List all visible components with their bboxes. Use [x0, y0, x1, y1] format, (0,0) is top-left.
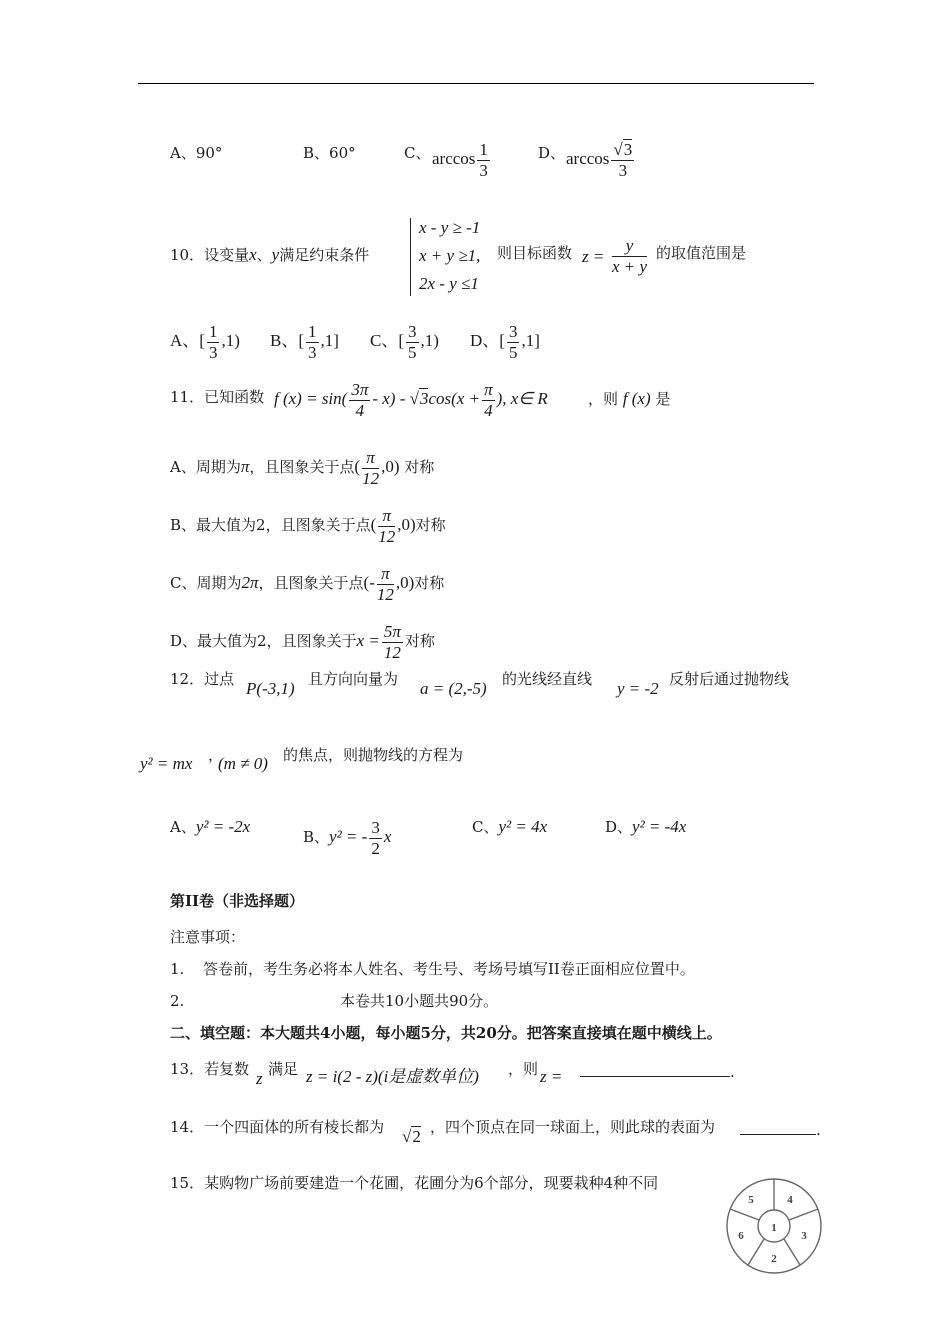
part2-title: 二、填空题：本大题共4小题，每小题5分，共20分。把答案直接填在题中横线上。: [170, 1024, 722, 1042]
sqrt-radicand: 3: [419, 388, 429, 408]
option-end: ,1): [221, 330, 240, 350]
q9-option-c-math: [432, 140, 492, 180]
q11-tail: [588, 390, 670, 407]
fraction: [612, 236, 647, 276]
fraction: [611, 140, 634, 180]
option-math: y² = -: [329, 827, 368, 847]
header-rule: [138, 83, 814, 84]
var-x: x: [249, 245, 257, 264]
q12-option-d: [605, 818, 686, 835]
numerator: 3: [371, 818, 380, 837]
denominator: 5: [408, 342, 417, 362]
option-text: D、最大值为2，且图象关于: [170, 632, 357, 651]
option-text: ，且图象关于点: [258, 574, 364, 593]
numerator: π: [362, 448, 379, 469]
fraction: [406, 322, 419, 362]
option-math: y² = 4x: [498, 817, 548, 836]
sqrt-radicand: 3: [623, 140, 633, 159]
q11-option-d: [170, 622, 435, 662]
garden-diagram: [724, 1176, 824, 1276]
q14-p2: ，四个顶点在同一球面上，则此球的表面为: [430, 1118, 716, 1136]
q13-answer-blank[interactable]: [580, 1064, 735, 1080]
q10-tail: 的取值范围是: [656, 244, 747, 262]
fraction: [382, 622, 403, 662]
denominator: 12: [383, 642, 401, 662]
numerator: π: [378, 506, 395, 527]
q12-p4: 反射后通过抛物线: [669, 670, 790, 688]
paren: ,0): [381, 457, 400, 477]
tail-text: 是: [655, 390, 671, 408]
denominator: 5: [508, 342, 518, 362]
q11-prefix: 11．已知函数: [170, 388, 265, 406]
q12-p2: 且方向向量为: [308, 670, 399, 688]
option-label: D、: [605, 818, 633, 836]
denominator: 3: [618, 160, 628, 180]
option-label: A、: [170, 818, 196, 836]
option-text: ，且图象关于点: [249, 458, 355, 477]
section2-title: 第II卷（非选择题）: [170, 892, 305, 910]
option-text: 对称: [404, 632, 435, 651]
paren: (: [370, 515, 377, 535]
option-label: B、: [303, 828, 330, 847]
fraction: [507, 322, 520, 362]
numerator: √3: [613, 140, 633, 159]
q14-p1: 14．一个四面体的所有棱长都为: [170, 1118, 385, 1136]
divider-line: [784, 1239, 800, 1265]
fraction: [362, 448, 379, 488]
fraction: [207, 322, 220, 362]
fraction: [306, 322, 319, 362]
q11-option-b: [170, 506, 446, 546]
region-3-label: 3: [801, 1230, 807, 1242]
z-equals: z =: [582, 247, 605, 266]
numerator: 3π: [351, 380, 369, 399]
numerator: 1: [208, 322, 218, 341]
denominator: 3: [308, 342, 317, 362]
q10-option-d: [470, 322, 540, 362]
func-tail: ), x∈ R: [496, 388, 548, 408]
option-text: 对称: [399, 458, 435, 477]
period: .: [730, 1063, 735, 1081]
q9-option-b: B、60°: [303, 144, 356, 162]
fraction: [369, 818, 382, 858]
q13-p1: 13．若复数: [170, 1060, 250, 1078]
option-math: x: [383, 827, 392, 847]
numerator: y: [612, 236, 647, 257]
denominator: 12: [362, 468, 380, 488]
q15-text: 15．某购物广场前要建造一个花圃，花圃分为6个部分，现要栽种4种不同: [170, 1174, 659, 1192]
note2-number: 2.: [170, 992, 185, 1010]
func-head: f (x) = sin(: [274, 388, 348, 408]
note2-text: 本卷共10小题共90分。: [340, 992, 499, 1010]
paren: ,0): [395, 573, 415, 593]
option-math: x =: [356, 631, 380, 651]
option-text: A、周期为: [170, 458, 241, 477]
sep: 、: [256, 246, 272, 264]
sqrt-radicand: 2: [412, 1127, 421, 1146]
q12-line: y = -2: [617, 679, 659, 698]
option-math: 2π: [241, 573, 259, 593]
denominator: 3: [479, 160, 488, 180]
divider-line: [730, 1209, 759, 1220]
numerator: π: [484, 380, 493, 399]
q12-p5: ，: [208, 746, 224, 764]
paren: ,0): [397, 515, 416, 535]
q12-parabola: y² = mx: [140, 754, 193, 773]
option-label: C、[: [370, 330, 404, 350]
q12-option-a: [170, 818, 250, 835]
region-6-label: 6: [738, 1230, 744, 1242]
tail-math: f (x): [622, 389, 651, 408]
numerator: π: [377, 564, 394, 585]
q12-p1: 12．过点: [170, 670, 235, 688]
denominator: 4: [484, 400, 493, 420]
option-text: C、周期为: [170, 574, 242, 593]
q9-option-a: A、90°: [170, 144, 223, 162]
arccos-text: arccos: [566, 148, 610, 168]
notes-title: 注意事项：: [170, 928, 246, 946]
q10-prefix: 10．设变量: [170, 246, 250, 264]
q10-option-b: [270, 322, 339, 362]
q14-sqrt2: √2: [402, 1127, 421, 1146]
option-label: A、[: [170, 330, 205, 350]
note1-text: 答卷前，考生务必将本人姓名、考生号、考场号填写II卷正面相应位置中。: [203, 960, 695, 978]
q13-p3: ，则: [508, 1060, 539, 1078]
q10-option-a: [170, 322, 240, 362]
q12-p6: 的焦点，则抛物线的方程为: [283, 746, 464, 764]
var-y: y: [271, 245, 280, 264]
divider-line: [748, 1239, 764, 1265]
option-label: C、: [472, 818, 499, 836]
constraint-system: [410, 218, 481, 296]
q13-z: z: [256, 1069, 263, 1088]
objective-fraction: [610, 236, 649, 276]
note1-number: 1.: [170, 960, 185, 978]
tail-text: ，则: [588, 390, 619, 408]
region-2-label: 2: [771, 1253, 777, 1265]
q10-mid: 满足约束条件: [279, 246, 370, 264]
q12-option-c: [472, 818, 547, 835]
option-label: B、[: [270, 330, 304, 350]
arccos-text: arccos: [432, 148, 476, 168]
q12-condition: (m ≠ 0): [218, 754, 268, 773]
q12-p3: 的光线经直线: [502, 670, 593, 688]
numerator: 1: [308, 322, 317, 341]
paren: (: [354, 457, 361, 477]
option-end: ,1]: [320, 330, 339, 350]
fraction: [377, 564, 394, 604]
fraction: [482, 380, 495, 420]
q14-answer-blank[interactable]: [740, 1122, 821, 1138]
q13-z-equals: z =: [540, 1067, 563, 1086]
constraint-3: 2x - y ≤1: [419, 274, 479, 293]
option-math: π: [240, 457, 250, 477]
denominator: 12: [376, 584, 394, 604]
q11-option-c: [170, 564, 444, 604]
fraction: [477, 140, 490, 180]
q9-option-c-label: C、: [404, 144, 431, 162]
fraction: [378, 506, 395, 546]
region-5-label: 5: [748, 1194, 754, 1206]
numerator: 3: [508, 322, 518, 341]
constraint-1: x - y ≥ -1: [419, 218, 481, 237]
option-text: 对称: [414, 574, 445, 593]
option-text: 对称: [415, 516, 446, 535]
q13-p2: 满足: [268, 1060, 299, 1078]
option-end: ,1]: [521, 330, 540, 350]
numerator: 1: [479, 140, 488, 159]
option-label: D、[: [470, 330, 505, 350]
paren: (-: [363, 573, 375, 593]
period: .: [816, 1121, 821, 1139]
func-mid: - x) -: [372, 388, 410, 408]
q10-question: [170, 246, 369, 263]
constraint-2: x + y ≥1,: [419, 246, 481, 265]
q13-equation: z = i(2 - z)(i是虚数单位): [306, 1067, 479, 1086]
q12-option-b: [303, 818, 391, 858]
q9-option-d-math: [566, 140, 636, 180]
denominator: 12: [378, 526, 396, 546]
denominator: x + y: [612, 256, 648, 276]
numerator: 5π: [383, 622, 401, 641]
denominator: 3: [208, 342, 218, 362]
region-4-label: 4: [787, 1194, 793, 1206]
option-end: ,1): [420, 330, 439, 350]
q12-vector: a = (2,-5): [420, 679, 487, 698]
option-text: B、最大值为2，且图象关于点: [170, 516, 371, 535]
fraction: [349, 380, 370, 420]
q12-point: P(-3,1): [246, 679, 295, 698]
q10-option-c: [370, 322, 439, 362]
region-1-label: 1: [771, 1222, 777, 1234]
func-mid: cos(x +: [428, 388, 481, 408]
q11-option-a: [170, 448, 434, 488]
option-math: y² = -4x: [632, 817, 687, 836]
q9-option-d-label: D、: [538, 144, 566, 162]
q11-function: f (x) = sin( $\frac{3\pi}{4}$ - x) - √3cos(x + $\frac{\pi}{4}$ ), x∈ R: [274, 380, 548, 420]
q10-after: 则目标函数: [497, 244, 573, 262]
denominator: 2: [371, 838, 380, 858]
denominator: 4: [355, 400, 365, 420]
option-math: y² = -2x: [195, 817, 251, 836]
divider-line: [789, 1209, 818, 1220]
numerator: 3: [408, 322, 417, 341]
